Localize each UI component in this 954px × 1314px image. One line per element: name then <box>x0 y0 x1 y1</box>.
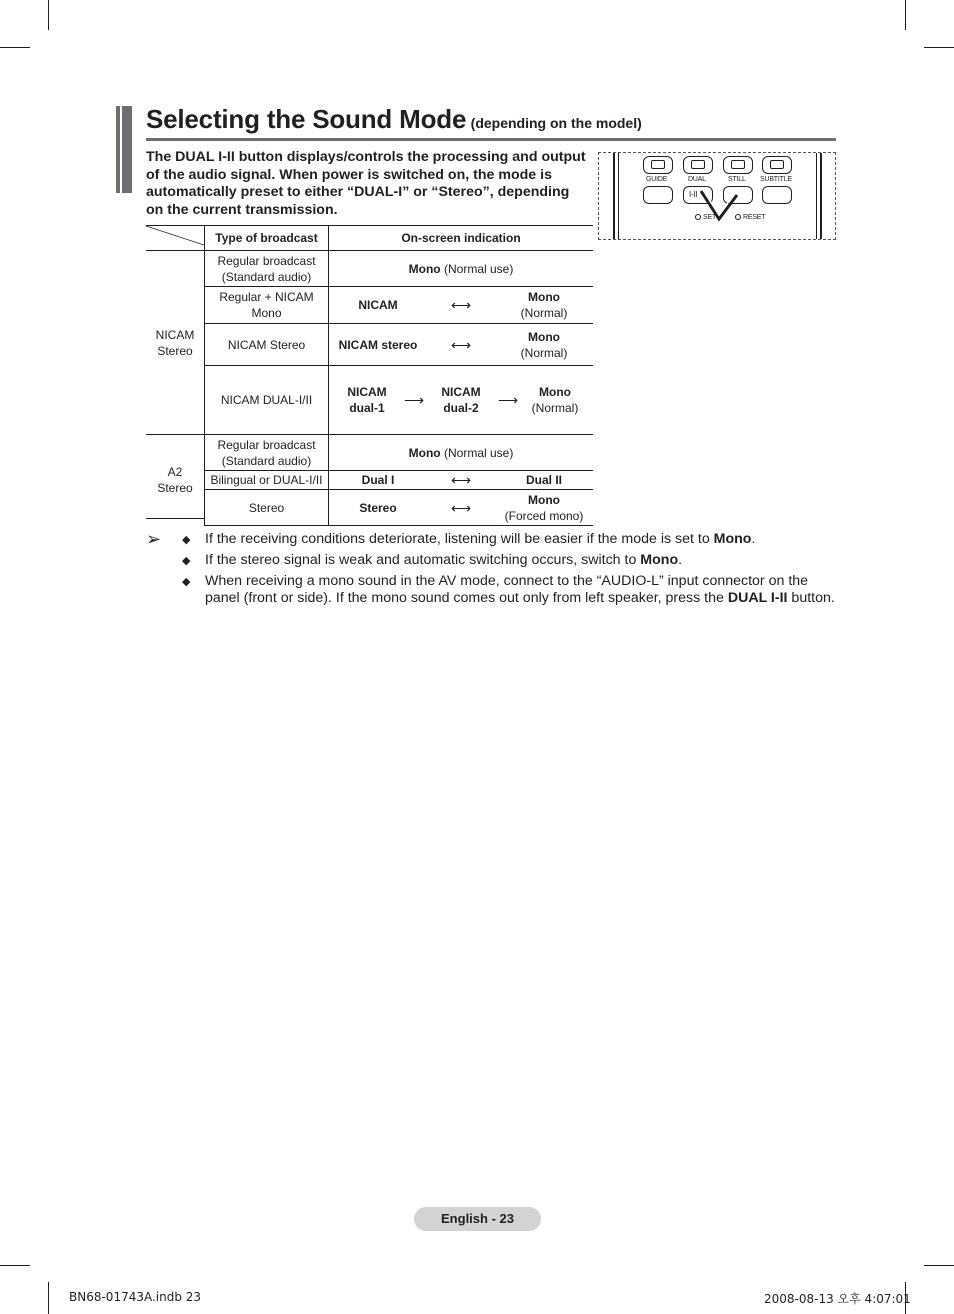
type-cell: Stereo <box>205 490 329 526</box>
sound-mode-table <box>146 225 593 526</box>
header-indication: On-screen indication <box>329 226 594 251</box>
title-main: Selecting the Sound Mode <box>146 104 467 134</box>
crop-mark <box>48 1282 49 1314</box>
indication-cell: NICAM dual-1 ⟶ NICAM dual-2 ⟶ Mono (Normal) <box>329 366 594 435</box>
table-row <box>146 435 593 471</box>
subtitle-button-icon <box>762 156 792 174</box>
header-diagonal-cell <box>146 226 205 251</box>
indication-cell: Stereo ⟷ Mono (Forced mono) <box>329 490 594 526</box>
note-item: ◆ If the stereo signal is weak and automatic switching occurs, switch to Mono. <box>182 552 683 568</box>
guide-label: GUIDE <box>646 176 668 183</box>
indication-cell: Dual I ⟷ Dual II <box>329 471 594 490</box>
two-way-arrow-icon: ⟷ <box>450 499 472 516</box>
group-nicam: NICAM Stereo <box>155 327 195 358</box>
table-header-row <box>146 226 593 251</box>
crop-mark <box>905 0 906 30</box>
type-cell: Regular + NICAM Mono <box>205 287 329 324</box>
table-bottom-rule <box>146 518 204 519</box>
table-row <box>146 490 593 526</box>
subtitle-label: SUBTITLE <box>760 176 792 183</box>
type-cell: Bilingual or DUAL-I/II <box>205 471 329 490</box>
intro-text: The DUAL I-II button displays/controls the processing and output of the audio signal. When power is switched on, the mode is automatically preset to either “DUAL-I” or “Stereo”, depending on the current transmission. <box>146 149 586 218</box>
dual-button-icon <box>683 156 713 174</box>
indication-cell: NICAM stereo ⟷ Mono (Normal) <box>329 324 594 366</box>
bullet-icon: ◆ <box>182 534 191 546</box>
still-label: STILL <box>728 176 746 183</box>
pointer-hand-icon <box>699 189 739 223</box>
note-arrow-icon: ➢ <box>146 529 162 549</box>
note-item: ◆ If the receiving conditions deteriorate, listening will be easier if the mode is set to Mono. <box>182 531 756 547</box>
guide-button-icon <box>643 156 673 174</box>
note-item: ◆ When receiving a mono sound in the AV mode, connect to the “AUDIO-L” input connector on the panel (front or side). If the mono sound comes out only from left speaker, press the DUAL I-II button. <box>182 573 835 606</box>
table-row <box>146 471 593 490</box>
table-row <box>146 287 593 324</box>
type-cell: Regular broadcast (Standard audio) <box>205 435 329 471</box>
type-cell: NICAM DUAL-I/II <box>205 366 329 435</box>
table-row <box>146 366 593 435</box>
group-a2: A2 Stereo <box>146 435 205 526</box>
diagonal-line <box>146 226 204 246</box>
two-way-arrow-icon: ⟷ <box>450 336 472 353</box>
table-row <box>146 324 593 366</box>
crop-mark <box>924 1265 954 1266</box>
page-number-badge: English - 23 <box>414 1207 541 1231</box>
crop-mark <box>48 0 49 30</box>
set-label: SET <box>703 214 717 221</box>
footer-date: 2008-08-13 오후 4:07:01 <box>764 1292 911 1306</box>
two-way-arrow-icon: ⟷ <box>450 472 472 488</box>
dual-label: DUAL <box>688 176 706 183</box>
header-type: Type of broadcast <box>205 226 329 251</box>
crop-mark <box>0 1265 30 1266</box>
indication-cell: NICAM ⟷ Mono (Normal) <box>329 287 594 324</box>
reset-label: RESET <box>743 214 766 221</box>
two-way-arrow-icon: ⟷ <box>450 297 472 313</box>
page-title <box>146 104 642 135</box>
remote-button-icon <box>643 186 673 204</box>
type-cell: Regular broadcast (Standard audio) <box>205 251 329 287</box>
type-cell: NICAM Stereo <box>205 324 329 366</box>
right-arrow-icon: ⟶ <box>403 392 425 408</box>
remote-illustration <box>598 152 836 240</box>
remote-button-icon <box>762 186 792 204</box>
title-subtitle: (depending on the model) <box>470 115 642 131</box>
footer-file: BN68-01743A.indb 23 <box>69 1290 202 1304</box>
indication-cell: Mono (Normal use) <box>329 435 594 471</box>
title-rule <box>146 138 836 141</box>
heading-decoration <box>116 106 132 193</box>
indication-cell: Mono (Normal use) <box>329 251 594 287</box>
bullet-icon: ◆ <box>182 576 191 588</box>
right-arrow-icon: ⟶ <box>497 392 519 408</box>
still-button-icon <box>723 156 753 174</box>
crop-mark <box>924 47 954 48</box>
bullet-icon: ◆ <box>182 555 191 567</box>
crop-mark <box>0 47 30 48</box>
dual-i-ii-label: I-II <box>689 190 698 199</box>
table-row <box>146 251 593 287</box>
